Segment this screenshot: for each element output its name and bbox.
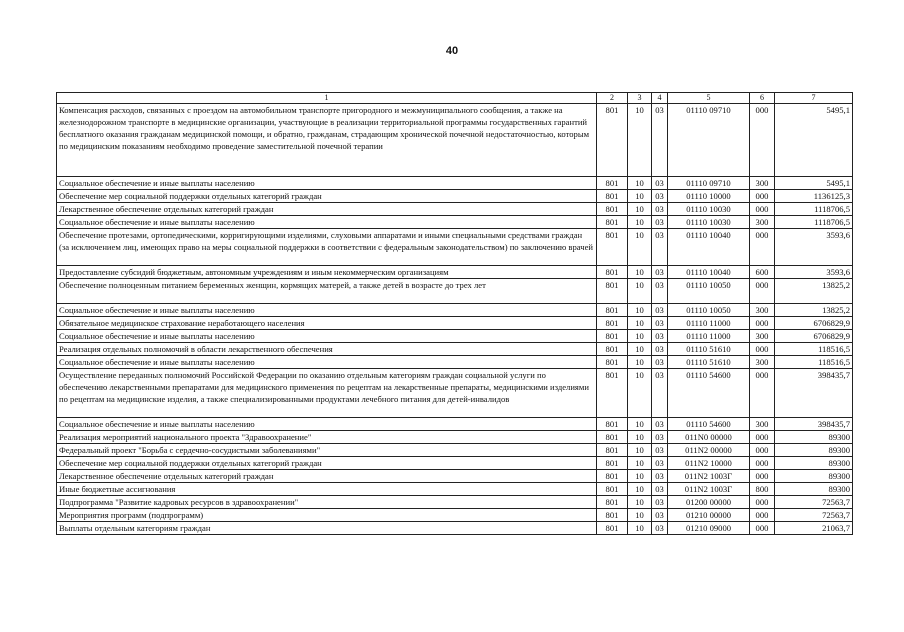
row-name-cell: Социальное обеспечение и иные выплаты населению	[57, 356, 597, 369]
row-name-cell: Предоставление субсидий бюджетным, автономным учреждениям и иным некоммерческим организациям	[57, 266, 597, 279]
header-cell: 4	[652, 93, 668, 104]
code-expense-type-cell: 300	[750, 330, 775, 343]
code-ministry-cell: 801	[597, 203, 628, 216]
code-expense-type-cell: 000	[750, 509, 775, 522]
code-expense-type-cell: 300	[750, 356, 775, 369]
header-cell: 7	[775, 93, 853, 104]
code-ministry-cell: 801	[597, 483, 628, 496]
row-name-cell: Иные бюджетные ассигнования	[57, 483, 597, 496]
code-target-cell: 011N0 00000	[668, 431, 750, 444]
code-ministry-cell: 801	[597, 343, 628, 356]
code-expense-type-cell: 000	[750, 317, 775, 330]
table-row	[57, 266, 853, 279]
code-expense-type-cell: 300	[750, 304, 775, 317]
code-target-cell: 01110 10050	[668, 304, 750, 317]
row-name-cell: Обеспечение мер социальной поддержки отдельных категорий граждан	[57, 457, 597, 470]
table-row	[57, 317, 853, 330]
row-name-cell: Социальное обеспечение и иные выплаты населению	[57, 177, 597, 190]
code-subsection-cell: 03	[652, 190, 668, 203]
amount-cell: 13825,2	[775, 279, 853, 304]
code-ministry-cell: 801	[597, 190, 628, 203]
table-row	[57, 496, 853, 509]
amount-cell: 3593,6	[775, 229, 853, 266]
code-target-cell: 01110 51610	[668, 356, 750, 369]
code-ministry-cell: 801	[597, 457, 628, 470]
amount-cell: 72563,7	[775, 496, 853, 509]
code-target-cell: 01110 09710	[668, 177, 750, 190]
amount-cell: 6706829,9	[775, 317, 853, 330]
code-target-cell: 01200 00000	[668, 496, 750, 509]
row-name-cell: Обеспечение протезами, ортопедическими, корригирующими изделиями, слуховыми аппаратами и иными специальными средствами граждан (за исключением лиц, имеющих право на меры социальной поддержки в соответствии с федеральным законодательством) по заключению врачей	[57, 229, 597, 266]
code-section-cell: 10	[628, 203, 652, 216]
header-cell: 5	[668, 93, 750, 104]
amount-cell: 13825,2	[775, 304, 853, 317]
code-subsection-cell: 03	[652, 216, 668, 229]
code-subsection-cell: 03	[652, 522, 668, 535]
code-section-cell: 10	[628, 431, 652, 444]
table-row	[57, 104, 853, 177]
table-row	[57, 343, 853, 356]
code-section-cell: 10	[628, 190, 652, 203]
code-ministry-cell: 801	[597, 496, 628, 509]
code-target-cell: 01110 11000	[668, 317, 750, 330]
code-ministry-cell: 801	[597, 104, 628, 177]
code-expense-type-cell: 000	[750, 104, 775, 177]
table-row	[57, 483, 853, 496]
code-section-cell: 10	[628, 483, 652, 496]
header-cell: 6	[750, 93, 775, 104]
row-name-cell: Социальное обеспечение и иные выплаты населению	[57, 304, 597, 317]
code-ministry-cell: 801	[597, 266, 628, 279]
table-row	[57, 216, 853, 229]
code-section-cell: 10	[628, 418, 652, 431]
table-row	[57, 369, 853, 418]
code-target-cell: 01110 54600	[668, 418, 750, 431]
code-expense-type-cell: 000	[750, 279, 775, 304]
amount-cell: 89300	[775, 470, 853, 483]
code-target-cell: 011N2 1003Г	[668, 483, 750, 496]
table-row	[57, 330, 853, 343]
code-expense-type-cell: 600	[750, 266, 775, 279]
code-subsection-cell: 03	[652, 304, 668, 317]
row-name-cell: Социальное обеспечение и иные выплаты населению	[57, 418, 597, 431]
amount-cell: 118516,5	[775, 343, 853, 356]
code-target-cell: 01110 10040	[668, 266, 750, 279]
row-name-cell: Реализация мероприятий национального проекта "Здравоохранение"	[57, 431, 597, 444]
row-name-cell: Мероприятия программ (подпрограмм)	[57, 509, 597, 522]
amount-cell: 89300	[775, 431, 853, 444]
code-target-cell: 01110 10030	[668, 216, 750, 229]
code-expense-type-cell: 000	[750, 203, 775, 216]
code-section-cell: 10	[628, 330, 652, 343]
code-section-cell: 10	[628, 444, 652, 457]
code-target-cell: 011N2 00000	[668, 444, 750, 457]
code-subsection-cell: 03	[652, 104, 668, 177]
code-section-cell: 10	[628, 457, 652, 470]
header-cell: 3	[628, 93, 652, 104]
code-target-cell: 01110 09710	[668, 104, 750, 177]
code-ministry-cell: 801	[597, 356, 628, 369]
code-ministry-cell: 801	[597, 444, 628, 457]
code-subsection-cell: 03	[652, 509, 668, 522]
code-expense-type-cell: 000	[750, 496, 775, 509]
code-ministry-cell: 801	[597, 229, 628, 266]
code-ministry-cell: 801	[597, 369, 628, 418]
row-name-cell: Лекарственное обеспечение отдельных категорий граждан	[57, 203, 597, 216]
code-target-cell: 01110 10000	[668, 190, 750, 203]
code-section-cell: 10	[628, 317, 652, 330]
header-cell: 2	[597, 93, 628, 104]
amount-cell: 5495,1	[775, 177, 853, 190]
code-section-cell: 10	[628, 266, 652, 279]
code-subsection-cell: 03	[652, 496, 668, 509]
row-name-cell: Обеспечение полноценным питанием беременных женщин, кормящих матерей, а также детей в возрасте до трех лет	[57, 279, 597, 304]
row-name-cell: Федеральный проект "Борьба с сердечно-сосудистыми заболеваниями"	[57, 444, 597, 457]
code-target-cell: 01110 10040	[668, 229, 750, 266]
row-name-cell: Обязательное медицинское страхование неработающего населения	[57, 317, 597, 330]
amount-cell: 89300	[775, 483, 853, 496]
code-expense-type-cell: 000	[750, 343, 775, 356]
code-subsection-cell: 03	[652, 266, 668, 279]
header-cell: 1	[57, 93, 597, 104]
code-section-cell: 10	[628, 343, 652, 356]
code-subsection-cell: 03	[652, 418, 668, 431]
code-subsection-cell: 03	[652, 444, 668, 457]
code-expense-type-cell: 800	[750, 483, 775, 496]
row-name-cell: Реализация отдельных полномочий в области лекарственного обеспечения	[57, 343, 597, 356]
table-row	[57, 509, 853, 522]
code-subsection-cell: 03	[652, 356, 668, 369]
code-subsection-cell: 03	[652, 317, 668, 330]
code-expense-type-cell: 000	[750, 444, 775, 457]
code-expense-type-cell: 000	[750, 457, 775, 470]
budget-table	[56, 92, 853, 535]
code-section-cell: 10	[628, 470, 652, 483]
code-section-cell: 10	[628, 369, 652, 418]
table-row	[57, 279, 853, 304]
code-section-cell: 10	[628, 356, 652, 369]
code-section-cell: 10	[628, 509, 652, 522]
amount-cell: 72563,7	[775, 509, 853, 522]
code-section-cell: 10	[628, 229, 652, 266]
row-name-cell: Подпрограмма "Развитие кадровых ресурсов в здравоохранении"	[57, 496, 597, 509]
code-ministry-cell: 801	[597, 470, 628, 483]
code-subsection-cell: 03	[652, 343, 668, 356]
table-row	[57, 470, 853, 483]
row-name-cell: Осуществление переданных полномочий Российской Федерации по оказанию отдельным категориям граждан социальной услуги по обеспечению лекарственными препаратами для медицинского применения по рецептам на лекарственные препараты, медицинскими изделиями по рецептам на медицинские изделия, а также специализированными продуктами лечебного питания для детей-инвалидов	[57, 369, 597, 418]
table-row	[57, 444, 853, 457]
code-subsection-cell: 03	[652, 330, 668, 343]
code-target-cell: 011N2 10000	[668, 457, 750, 470]
table-row	[57, 457, 853, 470]
code-ministry-cell: 801	[597, 431, 628, 444]
code-target-cell: 01110 51610	[668, 343, 750, 356]
code-target-cell: 01110 10030	[668, 203, 750, 216]
code-section-cell: 10	[628, 177, 652, 190]
code-expense-type-cell: 000	[750, 369, 775, 418]
amount-cell: 89300	[775, 457, 853, 470]
code-expense-type-cell: 000	[750, 190, 775, 203]
code-section-cell: 10	[628, 279, 652, 304]
amount-cell: 21063,7	[775, 522, 853, 535]
table-row	[57, 229, 853, 266]
code-subsection-cell: 03	[652, 470, 668, 483]
code-expense-type-cell: 300	[750, 216, 775, 229]
code-expense-type-cell: 000	[750, 470, 775, 483]
amount-cell: 118516,5	[775, 356, 853, 369]
code-subsection-cell: 03	[652, 229, 668, 266]
row-name-cell: Лекарственное обеспечение отдельных категорий граждан	[57, 470, 597, 483]
code-subsection-cell: 03	[652, 177, 668, 190]
code-ministry-cell: 801	[597, 418, 628, 431]
code-target-cell: 01110 11000	[668, 330, 750, 343]
table-header-row	[57, 93, 853, 104]
code-expense-type-cell: 300	[750, 418, 775, 431]
code-section-cell: 10	[628, 304, 652, 317]
table-row	[57, 522, 853, 535]
code-target-cell: 01110 10050	[668, 279, 750, 304]
code-subsection-cell: 03	[652, 279, 668, 304]
code-target-cell: 01110 54600	[668, 369, 750, 418]
page-number: 40	[445, 45, 459, 57]
row-name-cell: Выплаты отдельным категориям граждан	[57, 522, 597, 535]
amount-cell: 5495,1	[775, 104, 853, 177]
code-subsection-cell: 03	[652, 203, 668, 216]
table-row	[57, 190, 853, 203]
table-row	[57, 431, 853, 444]
code-ministry-cell: 801	[597, 509, 628, 522]
amount-cell: 398435,7	[775, 369, 853, 418]
row-name-cell: Социальное обеспечение и иные выплаты населению	[57, 330, 597, 343]
code-ministry-cell: 801	[597, 177, 628, 190]
code-target-cell: 011N2 1003Г	[668, 470, 750, 483]
code-target-cell: 01210 00000	[668, 509, 750, 522]
table-row	[57, 203, 853, 216]
amount-cell: 89300	[775, 444, 853, 457]
code-section-cell: 10	[628, 522, 652, 535]
code-ministry-cell: 801	[597, 317, 628, 330]
code-section-cell: 10	[628, 216, 652, 229]
code-subsection-cell: 03	[652, 431, 668, 444]
code-subsection-cell: 03	[652, 369, 668, 418]
row-name-cell: Социальное обеспечение и иные выплаты населению	[57, 216, 597, 229]
code-expense-type-cell: 000	[750, 431, 775, 444]
amount-cell: 3593,6	[775, 266, 853, 279]
code-ministry-cell: 801	[597, 279, 628, 304]
table-row	[57, 356, 853, 369]
code-expense-type-cell: 000	[750, 522, 775, 535]
amount-cell: 398435,7	[775, 418, 853, 431]
amount-cell: 6706829,9	[775, 330, 853, 343]
code-section-cell: 10	[628, 496, 652, 509]
table-row	[57, 177, 853, 190]
amount-cell: 1118706,5	[775, 216, 853, 229]
code-ministry-cell: 801	[597, 330, 628, 343]
code-subsection-cell: 03	[652, 457, 668, 470]
code-ministry-cell: 801	[597, 216, 628, 229]
code-expense-type-cell: 000	[750, 229, 775, 266]
code-subsection-cell: 03	[652, 483, 668, 496]
amount-cell: 1118706,5	[775, 203, 853, 216]
code-section-cell: 10	[628, 104, 652, 177]
amount-cell: 1136125,3	[775, 190, 853, 203]
code-target-cell: 01210 09000	[668, 522, 750, 535]
code-expense-type-cell: 300	[750, 177, 775, 190]
row-name-cell: Компенсация расходов, связанных с проездом на автомобильном транспорте пригородного и межмуниципального сообщения, а также на железнодорожном транспорте в медицинские организации, участвующие в реализации территориальной программы государственных гарантий бесплатного оказания гражданам медицинской помощи, и обратно, гражданам, страдающим хронической почечной недостаточностью, которым по медицинским показаниям необходимо проведение заместительной почечной терапии	[57, 104, 597, 177]
code-ministry-cell: 801	[597, 304, 628, 317]
table-row	[57, 304, 853, 317]
row-name-cell: Обеспечение мер социальной поддержки отдельных категорий граждан	[57, 190, 597, 203]
code-ministry-cell: 801	[597, 522, 628, 535]
table-row	[57, 418, 853, 431]
